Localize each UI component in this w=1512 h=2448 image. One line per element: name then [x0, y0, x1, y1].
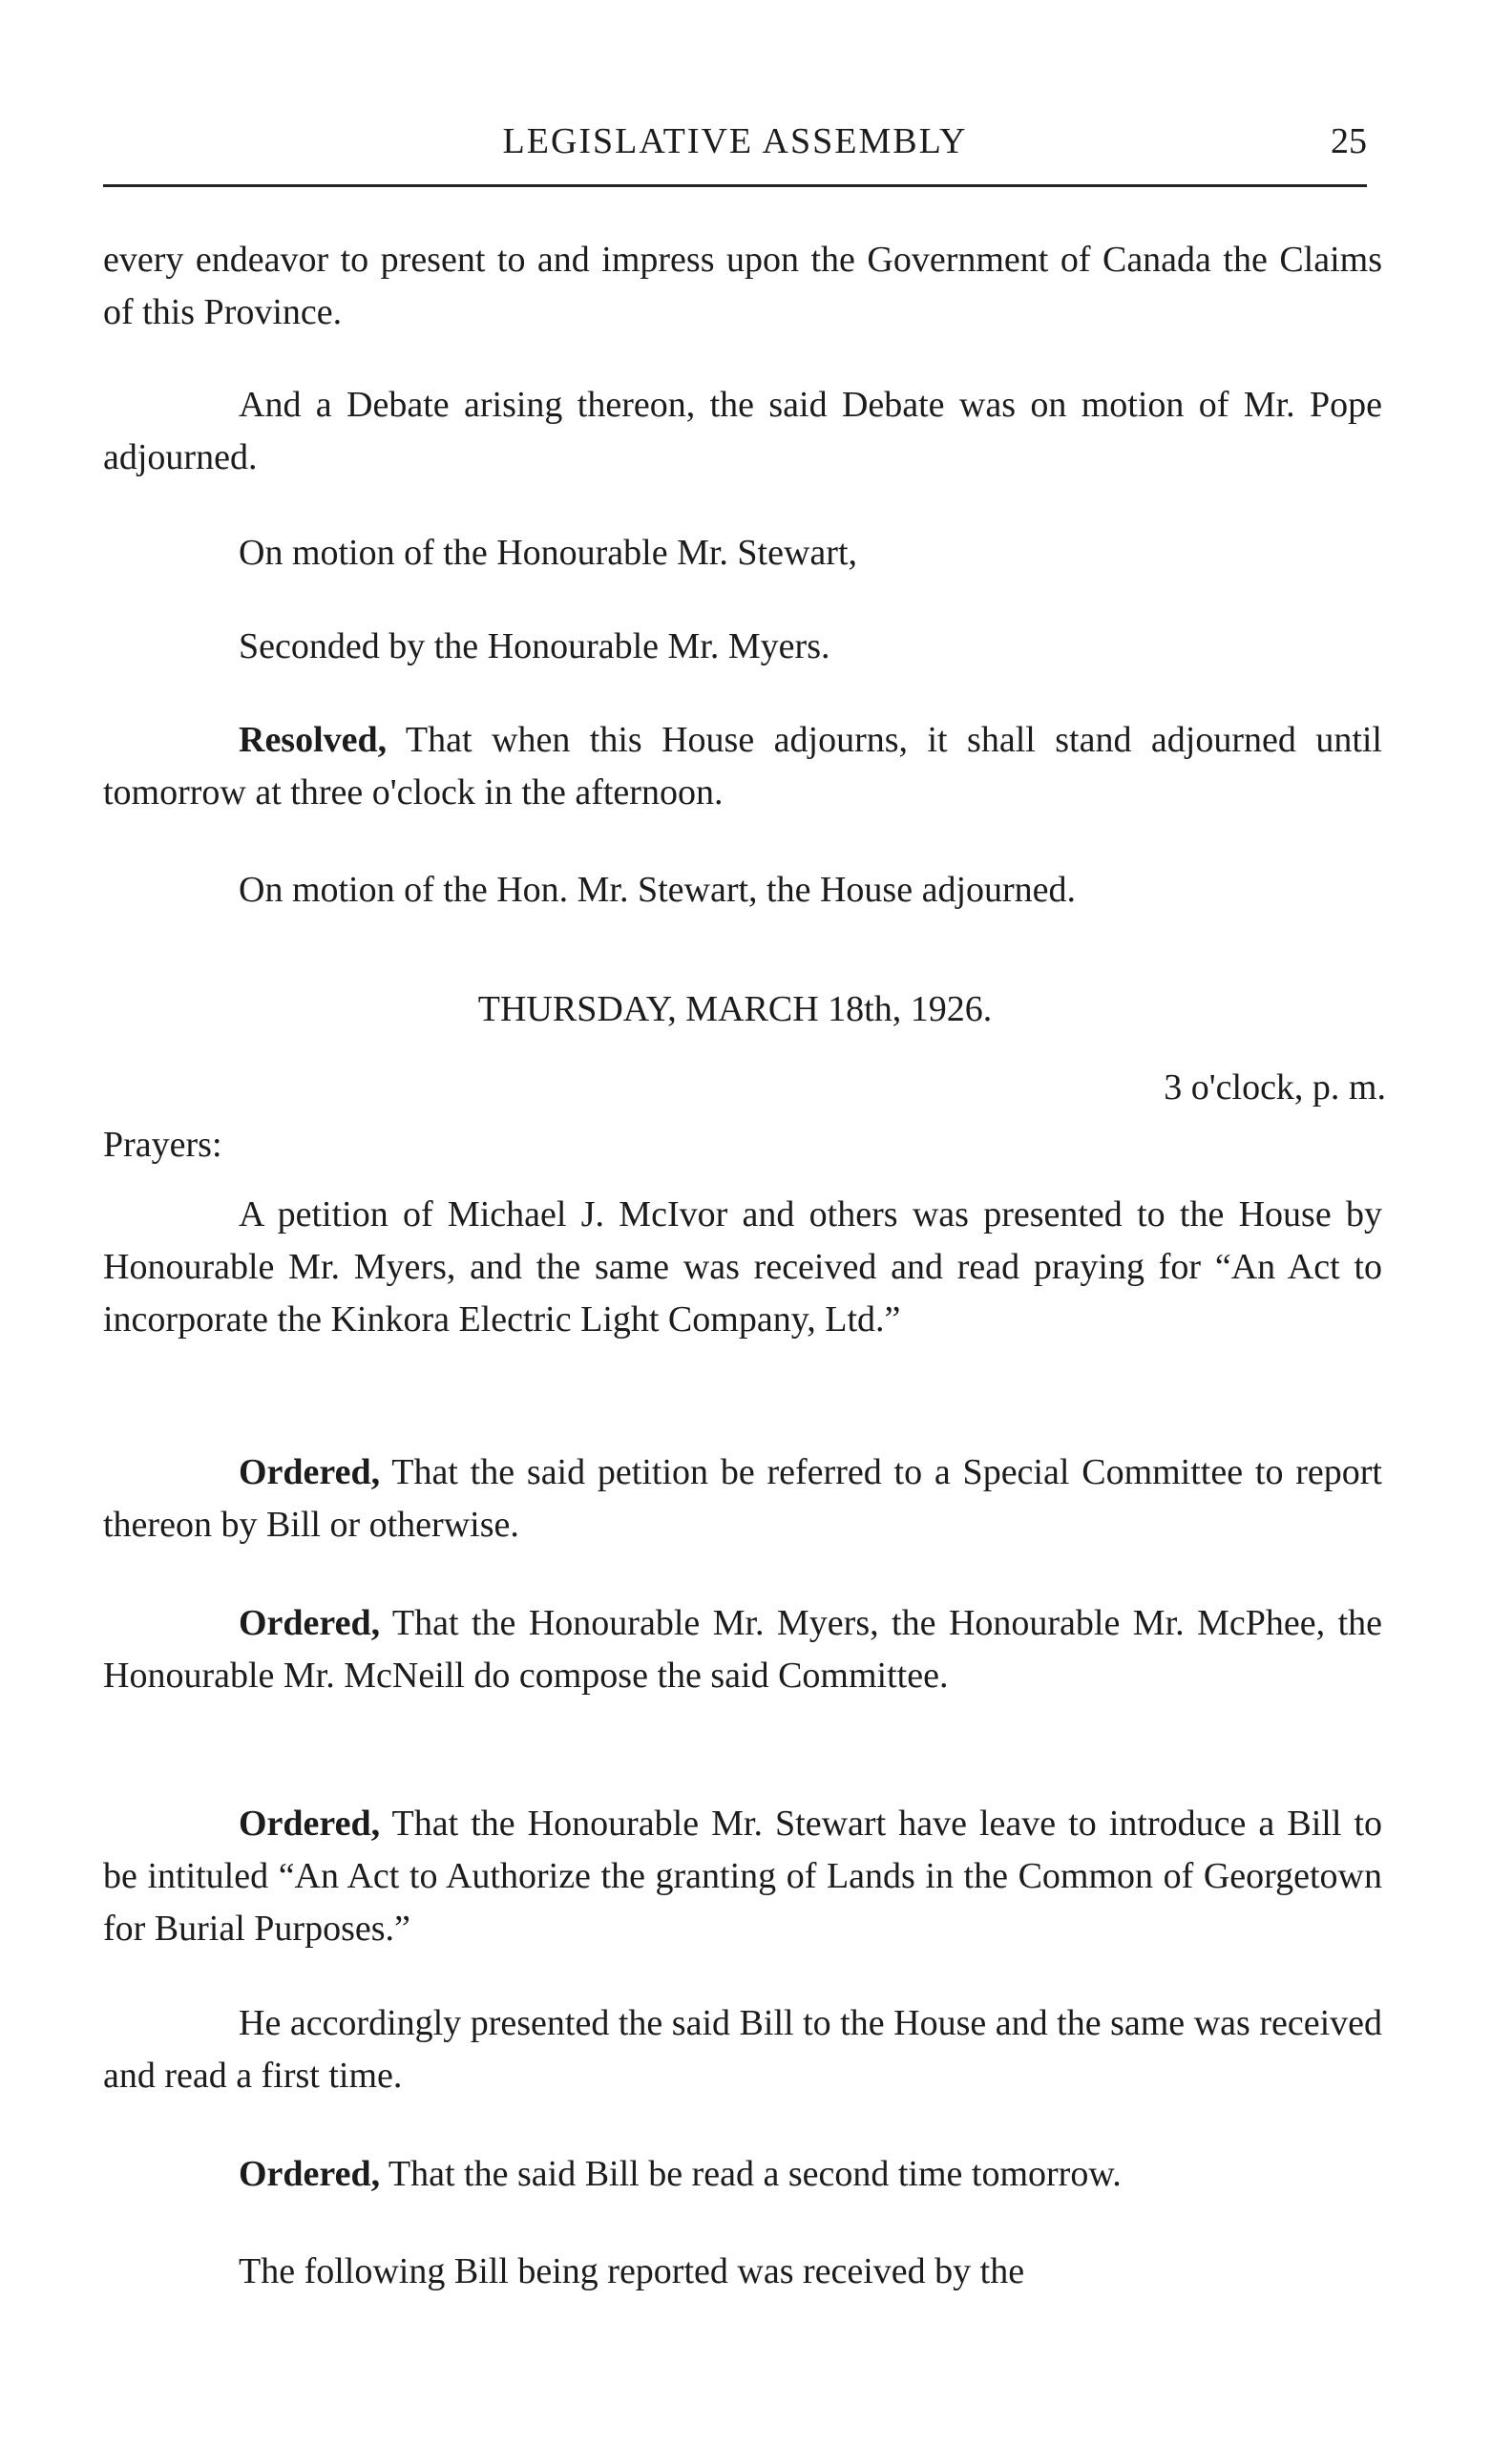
resolved-keyword: Resolved, [239, 720, 388, 760]
page-header [103, 120, 1367, 178]
ordered-keyword: Ordered, [239, 1804, 381, 1844]
resolved-text: That when this House adjourns, it shall stand adjourned until tomorrow at three o'clock in the afternoon. [103, 720, 1382, 812]
paragraph-debate: And a Debate arising thereon, the said Debate was on motion of Mr. Pope adjourned. [103, 385, 1382, 477]
header-rule [103, 184, 1367, 187]
ordered-text: That the said Bill be read a second time tomorrow. [380, 2154, 1122, 2194]
paragraph-motion-stewart: On motion of the Honourable Mr. Stewart, [239, 533, 858, 573]
paragraph-ordered-committee [103, 1446, 1382, 1551]
ordered-keyword: Ordered, [239, 1603, 381, 1643]
prayers-label: Prayers: [103, 1125, 222, 1165]
page-number: 25 [1331, 121, 1367, 161]
paragraph-ordered-leave [103, 1798, 1382, 1955]
ordered-keyword: Ordered, [239, 2154, 381, 2194]
ordered-keyword: Ordered, [239, 1452, 381, 1492]
date-heading: THURSDAY, MARCH 18th, 1926. [477, 989, 993, 1029]
paragraph-resolved [103, 714, 1382, 819]
sitting-time: 3 o'clock, p. m. [1164, 1067, 1386, 1108]
paragraph-claims: every endeavor to present to and impress upon the Government of Canada the Claims of this Province. [103, 240, 1382, 332]
paragraph-seconded: Seconded by the Honourable Mr. Myers. [239, 626, 830, 666]
ordered-text: That the said petition be referred to a Special Committee to report thereon by Bill or otherwise. [103, 1452, 1382, 1545]
ordered-text: That the Honourable Mr. Myers, the Honourable Mr. McPhee, the Honourable Mr. McNeill do compose the said Committee. [103, 1603, 1382, 1696]
paragraph-house-adjourned: On motion of the Hon. Mr. Stewart, the House adjourned. [239, 870, 1077, 910]
paragraph-ordered-second-reading [103, 2148, 1382, 2201]
paragraph-bill-presented: He accordingly presented the said Bill to the House and the same was received and read a first time. [103, 2003, 1382, 2096]
ordered-text: That the Honourable Mr. Stewart have leave to introduce a Bill to be intituled “An Act to Authorize the granting of Lands in the Common of Georgetown for Burial Purposes.” [103, 1804, 1382, 1949]
paragraph-petition: A petition of Michael J. McIvor and others was presented to the House by Honourable Mr. Myers, and the same was received and read praying for “An Act to incorporate the Kinkora Electric Light Company, Ltd.” [103, 1194, 1382, 1340]
running-head: LEGISLATIVE ASSEMBLY [502, 121, 968, 161]
paragraph-ordered-members [103, 1597, 1382, 1702]
paragraph-bill-reported: The following Bill being reported was received by the [239, 2251, 1025, 2291]
